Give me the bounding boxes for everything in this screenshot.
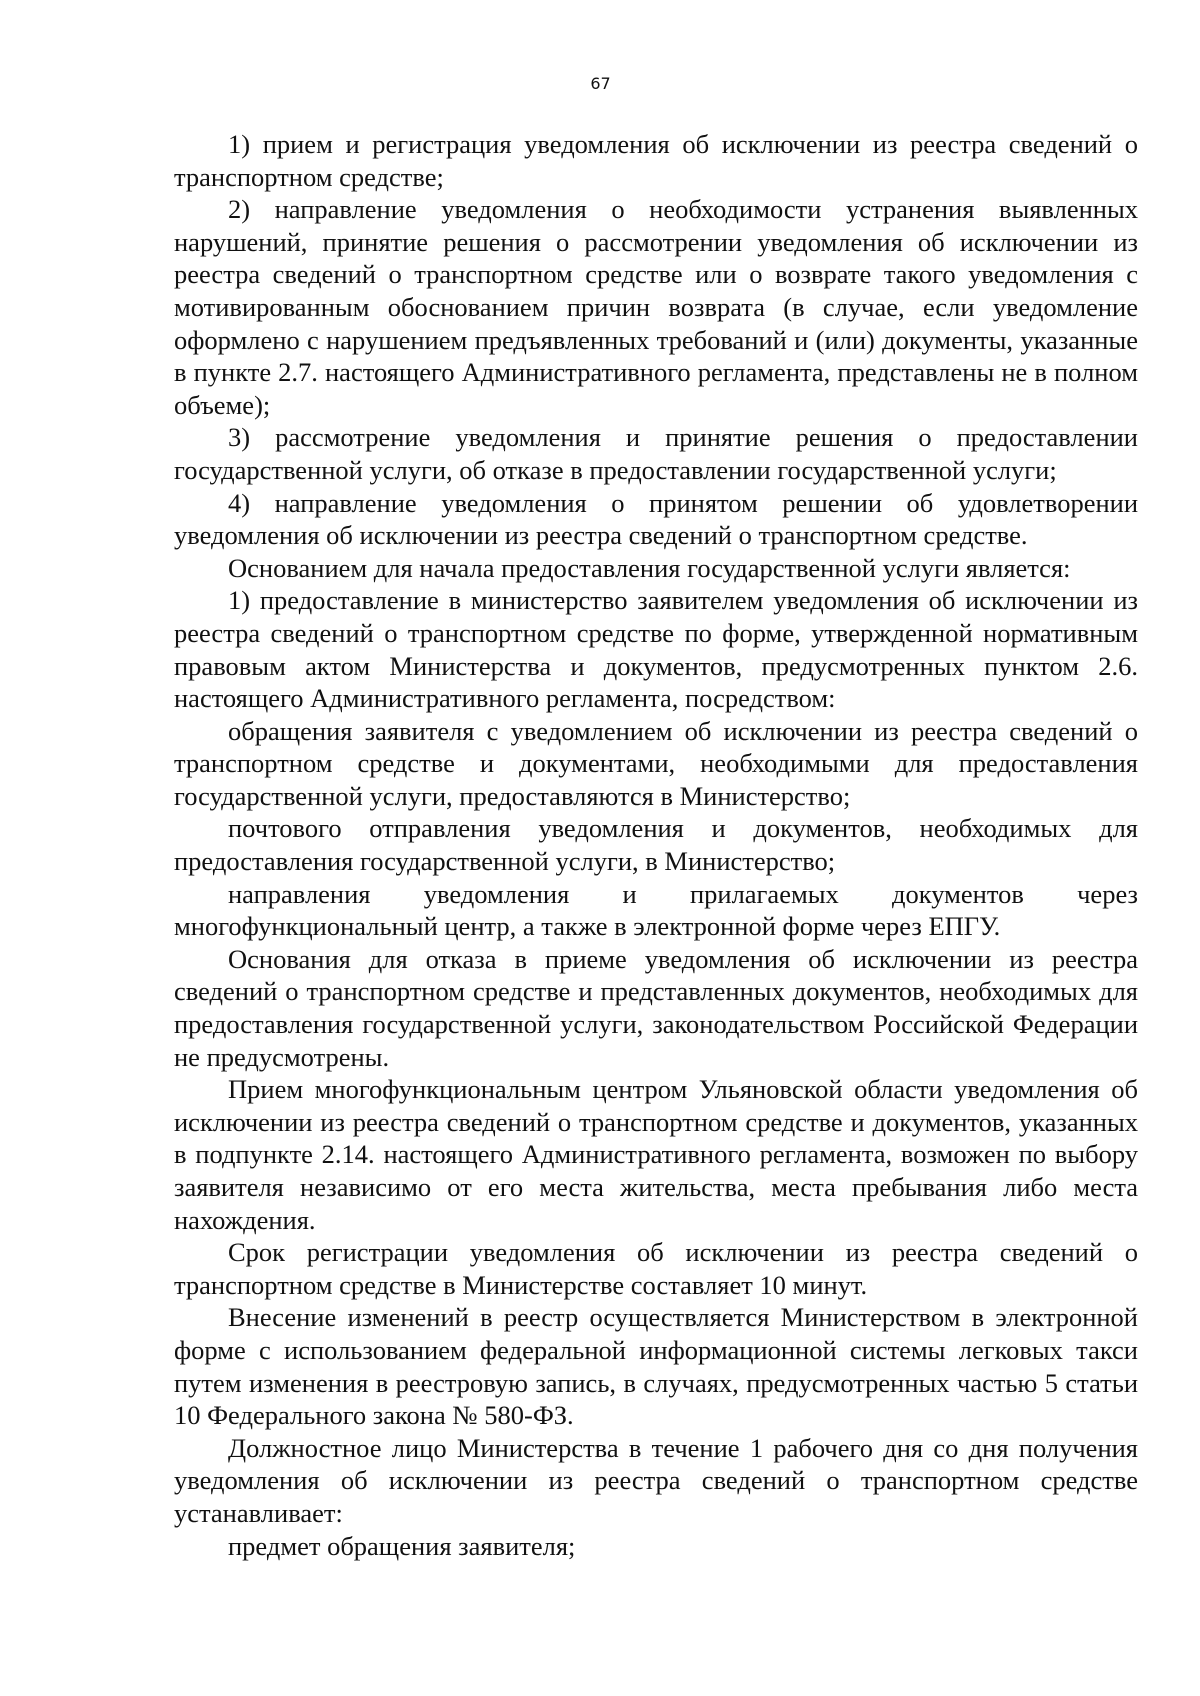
paragraph: предмет обращения заявителя; xyxy=(228,1530,576,1561)
paragraph: 4) направление уведомления о принятом решении об удовлетворении уведомления об исключении из реестра сведений о транспортном средстве. xyxy=(174,487,1138,551)
paragraph: Прием многофункциональным центром Ульяновской области уведомления об исключении из реестра сведений о транспортном средстве и документов, указанных в подпункте 2.14. настоящего Административного регламента, возможен по выбору заявителя независимо от его места жительства, места пребывания либо места нахождения. xyxy=(174,1074,1138,1235)
paragraph: обращения заявителя с уведомлением об исключении из реестра сведений о транспортном средстве и документами, необходимыми для предоставления государственной услуги, предоставляются в Министерство; xyxy=(174,715,1138,811)
paragraph: почтового отправления уведомления и документов, необходимых для предоставления государственной услуги, в Министерство; xyxy=(174,813,1138,877)
paragraph: 1) прием и регистрация уведомления об исключении из реестра сведений о транспортном средстве; xyxy=(174,129,1138,192)
page-number: 67 xyxy=(590,74,611,93)
paragraph: Срок регистрации уведомления об исключении из реестра сведений о транспортном средстве в Министерстве составляет 10 минут. xyxy=(174,1237,1138,1300)
paragraph: 2) направление уведомления о необходимости устранения выявленных нарушений, принятие решения о рассмотрении уведомления об исключении из реестра сведений о транспортном средстве или о возврате такого уведомления с мотивированным обоснованием причин возврата (в случае, если уведомление оформлено с нарушением предъявленных требований и (или) документы, указанные в пункте 2.7. настоящего Административного регламента, представлены не в полном объеме); xyxy=(174,194,1138,420)
paragraph: Основания для отказа в приеме уведомления об исключении из реестра сведений о транспортном средстве и представленных документов, необходимых для предоставления государственной услуги, законодательством Российской Федерации не предусмотрены. xyxy=(174,943,1138,1072)
document-body xyxy=(174,128,1138,1562)
paragraph: 3) рассмотрение уведомления и принятие решения о предоставлении государственной услуги, об отказе в предоставлении государственной услуги; xyxy=(174,422,1138,485)
paragraph: Внесение изменений в реестр осуществляется Министерством в электронной форме с использованием федеральной информационной системы легковых такси путем изменения в реестровую запись, в случаях, предусмотренных частью 5 статьи 10 Федерального закона № 580-ФЗ. xyxy=(174,1302,1138,1431)
paragraph: направления уведомления и прилагаемых документов через многофункциональный центр, а также в электронной форме через ЕПГУ. xyxy=(174,878,1138,942)
paragraph: Должностное лицо Министерства в течение 1 рабочего дня со дня получения уведомления об исключении из реестра сведений о транспортном средстве устанавливает: xyxy=(174,1432,1138,1528)
paragraph: 1) предоставление в министерство заявителем уведомления об исключении из реестра сведений о транспортном средстве по форме, утвержденной нормативным правовым актом Министерства и документов, предусмотренных пунктом 2.6. настоящего Административного регламента, посредством: xyxy=(174,585,1138,714)
paragraph: Основанием для начала предоставления государственной услуги является: xyxy=(228,552,1071,583)
